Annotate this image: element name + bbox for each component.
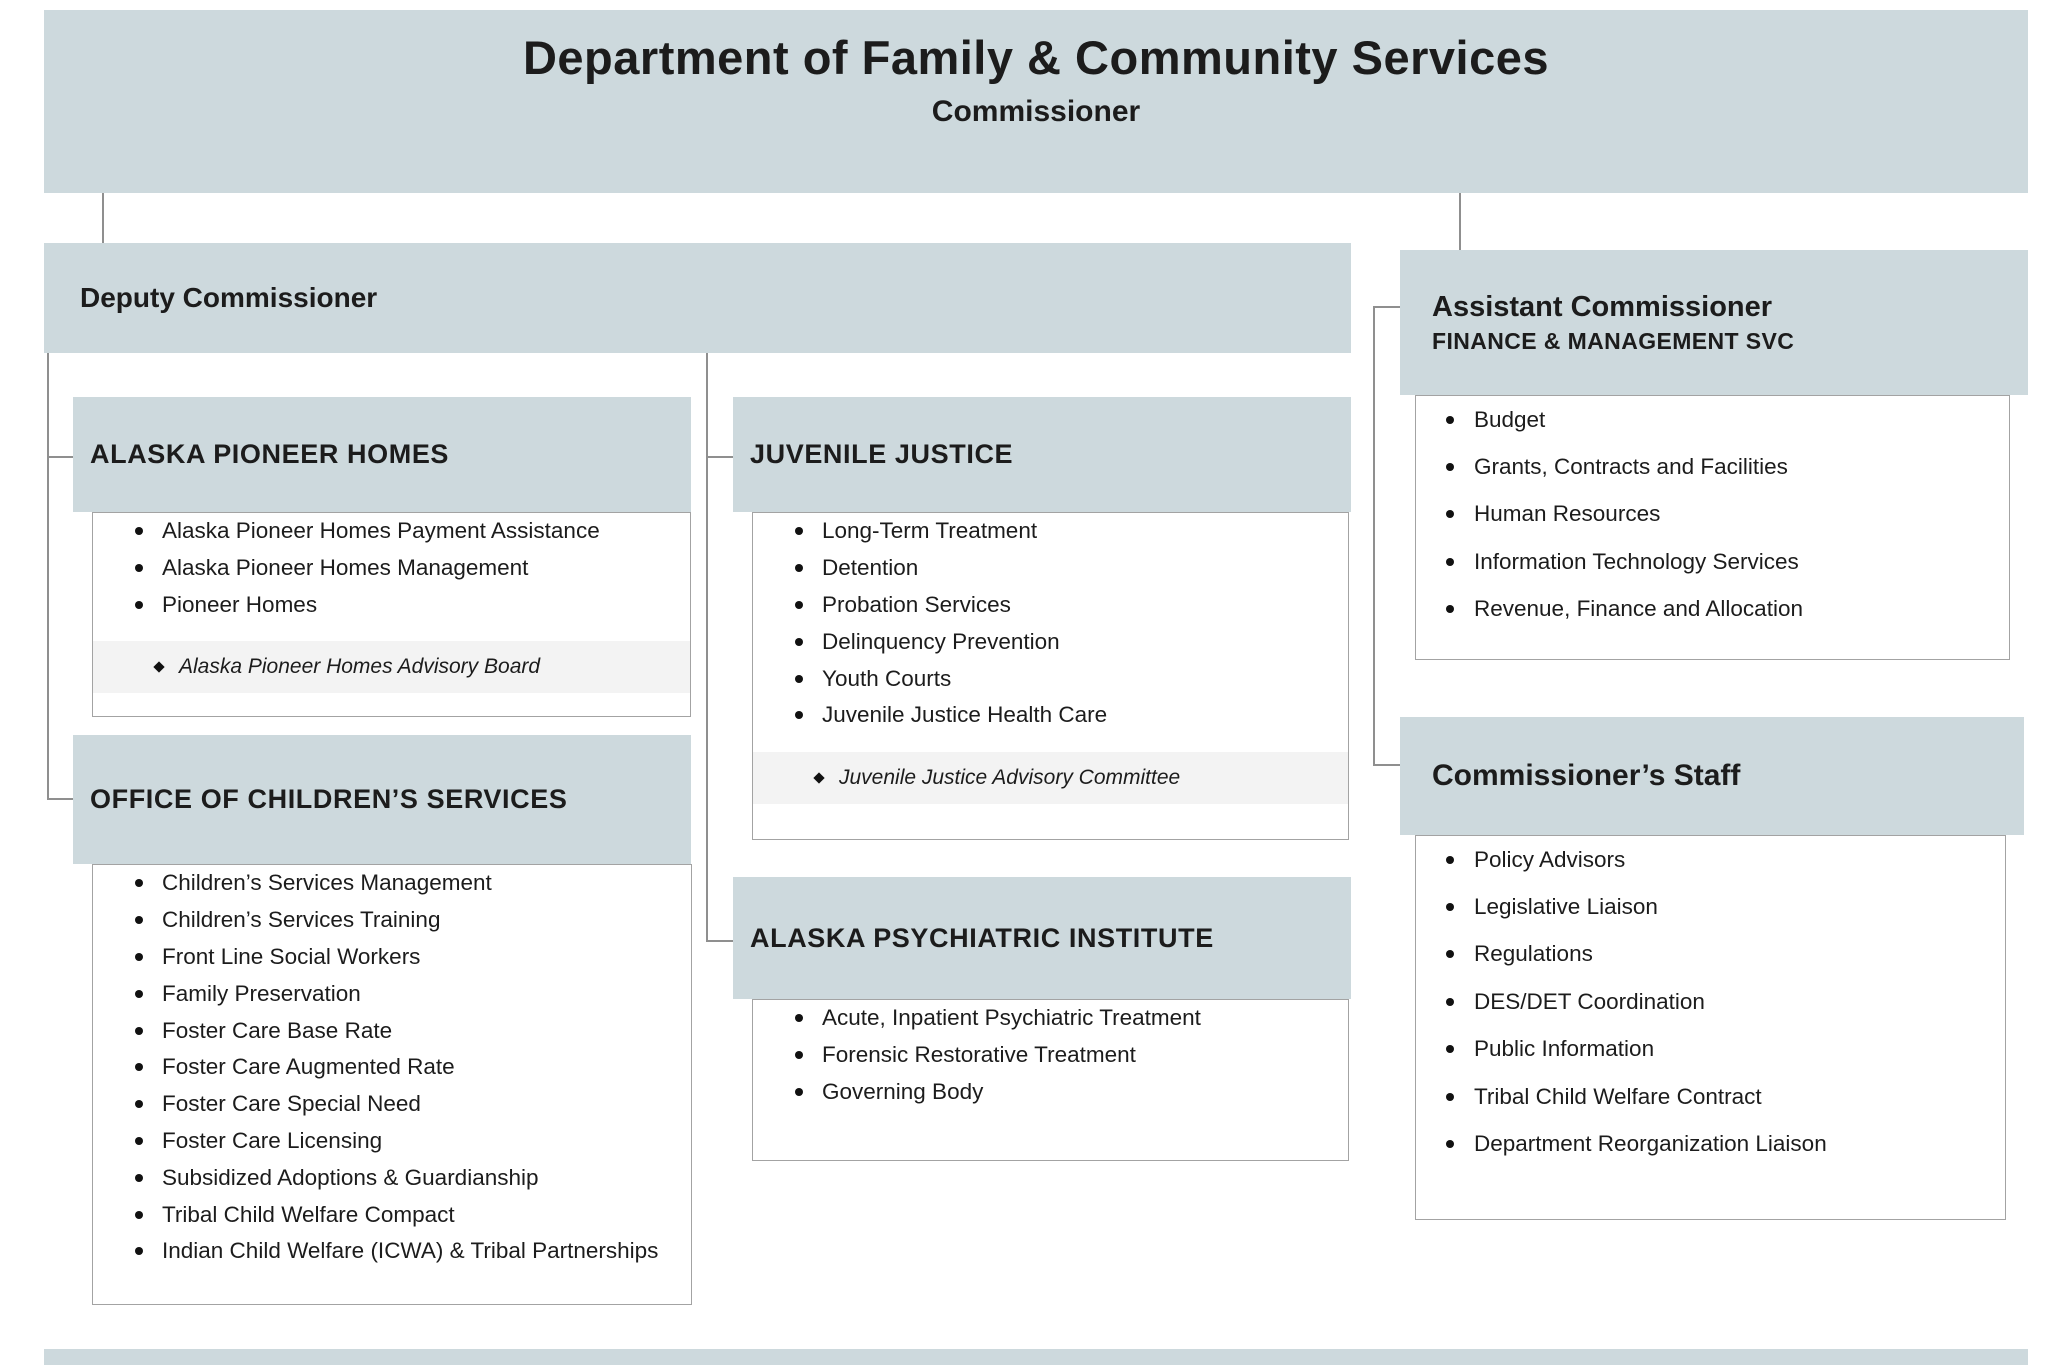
deputy-commissioner-node [44, 243, 1351, 353]
list-item [753, 1074, 1348, 1111]
list-item [1416, 443, 2009, 490]
list-item-label: Regulations [1474, 941, 1593, 967]
list-item-label: Foster Care Licensing [162, 1127, 383, 1153]
bullet-icon [135, 879, 143, 887]
page-title: Department of Family & Community Services [522, 31, 1550, 84]
bullet-icon [795, 1051, 803, 1059]
list-item-label: Tribal Child Welfare Compact [162, 1201, 455, 1227]
list-item [93, 865, 691, 902]
list-item-label: Policy Advisors [1474, 846, 1626, 872]
list-item-label: Alaska Pioneer Homes Management [162, 555, 529, 581]
bullet-icon [135, 1137, 143, 1145]
bullet-icon [135, 1100, 143, 1108]
connector-line [706, 353, 708, 942]
list-item-label: Foster Care Base Rate [162, 1017, 393, 1043]
bullet-icon [135, 1211, 143, 1219]
bullet-icon [135, 601, 143, 609]
list-item [1416, 931, 2005, 978]
pioneer-homes-node [73, 397, 691, 512]
connector-line [1459, 193, 1461, 251]
pioneer-homes-list [93, 513, 690, 623]
list-item-label: Delinquency Prevention [822, 628, 1060, 654]
list-item-label: Grants, Contracts and Facilities [1474, 454, 1788, 480]
bullet-icon [135, 953, 143, 961]
assistant-commissioner-list [1416, 396, 2009, 633]
list-item-label: Information Technology Services [1474, 548, 1799, 574]
list-item-label: DES/DET Coordination [1474, 988, 1705, 1014]
bullet-icon [135, 564, 143, 572]
diamond-bullet-icon [813, 772, 824, 783]
childrens-services-node [73, 735, 691, 864]
assistant-commissioner-node [1400, 250, 2028, 395]
list-item-label: Pioneer Homes [162, 591, 318, 617]
list-item-label: Front Line Social Workers [162, 943, 421, 969]
bottom-page-strip [44, 1349, 2028, 1365]
list-item [753, 550, 1348, 587]
bullet-icon [795, 527, 803, 535]
bullet-icon [135, 1174, 143, 1182]
advisory-label: Juvenile Justice Advisory Committee [839, 766, 1181, 789]
list-item-label: Foster Care Augmented Rate [162, 1054, 455, 1080]
list-item [753, 1037, 1348, 1074]
connector-line [706, 940, 733, 942]
bullet-icon [1446, 510, 1454, 518]
list-item [93, 587, 690, 624]
list-item [93, 1196, 691, 1233]
bullet-icon [795, 711, 803, 719]
list-item-label: Tribal Child Welfare Contract [1474, 1083, 1762, 1109]
childrens-services-title: OFFICE OF CHILDREN’S SERVICES [90, 784, 568, 814]
list-item-label: Legislative Liaison [1474, 894, 1658, 920]
list-item [1416, 978, 2005, 1025]
list-item-label: Detention [822, 555, 919, 581]
list-item [1416, 883, 2005, 930]
list-item [93, 1233, 691, 1270]
connector-line [706, 456, 733, 458]
bullet-icon [795, 638, 803, 646]
list-item-label: Youth Courts [822, 665, 952, 691]
list-item [753, 697, 1348, 734]
bullet-icon [795, 1014, 803, 1022]
list-item-label: Children’s Services Management [162, 870, 492, 896]
list-item [93, 1049, 691, 1086]
list-item [93, 1012, 691, 1049]
list-item-label: Indian Child Welfare (ICWA) & Tribal Partnerships [162, 1238, 659, 1264]
juvenile-justice-detail [752, 512, 1349, 840]
advisory-row [93, 641, 690, 693]
childrens-services-detail [92, 864, 692, 1305]
bullet-icon [135, 1247, 143, 1255]
list-item [753, 623, 1348, 660]
list-item [753, 513, 1348, 550]
psychiatric-institute-title: ALASKA PSYCHIATRIC INSTITUTE [750, 922, 1214, 953]
psychiatric-institute-detail [752, 999, 1349, 1161]
list-item-label: Subsidized Adoptions & Guardianship [162, 1164, 539, 1190]
bullet-icon [1446, 1093, 1454, 1101]
advisory-row [753, 752, 1348, 804]
commissioners-staff-title: Commissioner’s Staff [1432, 759, 1741, 792]
list-item-label: Children’s Services Training [162, 907, 441, 933]
list-item [1416, 836, 2005, 883]
list-item-label: Long-Term Treatment [822, 518, 1038, 544]
advisory-label: Alaska Pioneer Homes Advisory Board [179, 655, 541, 678]
connector-line [102, 193, 104, 243]
list-item-label: Revenue, Finance and Allocation [1474, 596, 1803, 622]
pioneer-homes-detail [92, 512, 691, 717]
bullet-icon [1446, 558, 1454, 566]
page-subtitle: Commissioner [931, 95, 1141, 128]
list-item [753, 660, 1348, 697]
list-item [1416, 586, 2009, 633]
connector-line [47, 456, 73, 458]
list-item [1416, 538, 2009, 585]
list-item [1416, 396, 2009, 443]
list-item-label: Budget [1474, 406, 1546, 432]
list-item-label: Foster Care Special Need [162, 1091, 421, 1117]
deputy-commissioner-label: Deputy Commissioner [80, 282, 378, 313]
bullet-icon [135, 916, 143, 924]
list-item [93, 975, 691, 1012]
psychiatric-institute-node [733, 877, 1351, 999]
list-item-label: Governing Body [822, 1078, 984, 1104]
bullet-icon [135, 1063, 143, 1071]
list-item-label: Family Preservation [162, 980, 361, 1006]
list-item [93, 1159, 691, 1196]
commissioner-node [44, 10, 2028, 193]
bullet-icon [1446, 605, 1454, 613]
list-item-label: Alaska Pioneer Homes Payment Assistance [162, 518, 600, 544]
list-item-label: Acute, Inpatient Psychiatric Treatment [822, 1005, 1201, 1031]
connector-line [1373, 306, 1375, 766]
bullet-icon [1446, 903, 1454, 911]
list-item-label: Department Reorganization Liaison [1474, 1131, 1827, 1157]
list-item-label: Forensic Restorative Treatment [822, 1042, 1136, 1068]
list-item [1416, 1026, 2005, 1073]
juvenile-justice-list [753, 513, 1348, 734]
list-item [93, 902, 691, 939]
list-item-label: Probation Services [822, 591, 1011, 617]
bullet-icon [1446, 950, 1454, 958]
connector-line [47, 353, 49, 800]
assistant-commissioner-detail [1415, 395, 2010, 660]
diamond-bullet-icon [153, 661, 164, 672]
childrens-services-list [93, 865, 691, 1270]
commissioners-staff-detail [1415, 835, 2006, 1220]
bullet-icon [1446, 856, 1454, 864]
commissioners-staff-node [1400, 717, 2024, 835]
pioneer-homes-title: ALASKA PIONEER HOMES [90, 439, 450, 469]
psychiatric-institute-list [753, 1000, 1348, 1110]
list-item [93, 550, 690, 587]
list-item [93, 1123, 691, 1160]
list-item-label: Human Resources [1474, 501, 1661, 527]
list-item [1416, 491, 2009, 538]
connector-line [47, 798, 73, 800]
bullet-icon [1446, 998, 1454, 1006]
list-item-label: Juvenile Justice Health Care [822, 702, 1108, 728]
bullet-icon [135, 527, 143, 535]
list-item [1416, 1073, 2005, 1120]
connector-line [1373, 306, 1400, 308]
juvenile-justice-node [733, 397, 1351, 512]
bullet-icon [795, 564, 803, 572]
list-item [93, 1086, 691, 1123]
connector-line [1373, 764, 1400, 766]
list-item [93, 513, 690, 550]
commissioners-staff-list [1416, 836, 2005, 1168]
juvenile-justice-title: JUVENILE JUSTICE [750, 439, 1014, 469]
list-item [1416, 1120, 2005, 1167]
bullet-icon [1446, 1045, 1454, 1053]
list-item [93, 939, 691, 976]
list-item [753, 1000, 1348, 1037]
assistant-commissioner-title: Assistant Commissioner [1432, 291, 1773, 323]
bullet-icon [795, 601, 803, 609]
bullet-icon [1446, 1140, 1454, 1148]
list-item [753, 587, 1348, 624]
bullet-icon [135, 1027, 143, 1035]
bullet-icon [795, 675, 803, 683]
list-item-label: Public Information [1474, 1036, 1655, 1062]
bullet-icon [1446, 416, 1454, 424]
bullet-icon [1446, 463, 1454, 471]
assistant-commissioner-subtitle: FINANCE & MANAGEMENT SVC [1432, 328, 1795, 354]
bullet-icon [135, 990, 143, 998]
bullet-icon [795, 1088, 803, 1096]
